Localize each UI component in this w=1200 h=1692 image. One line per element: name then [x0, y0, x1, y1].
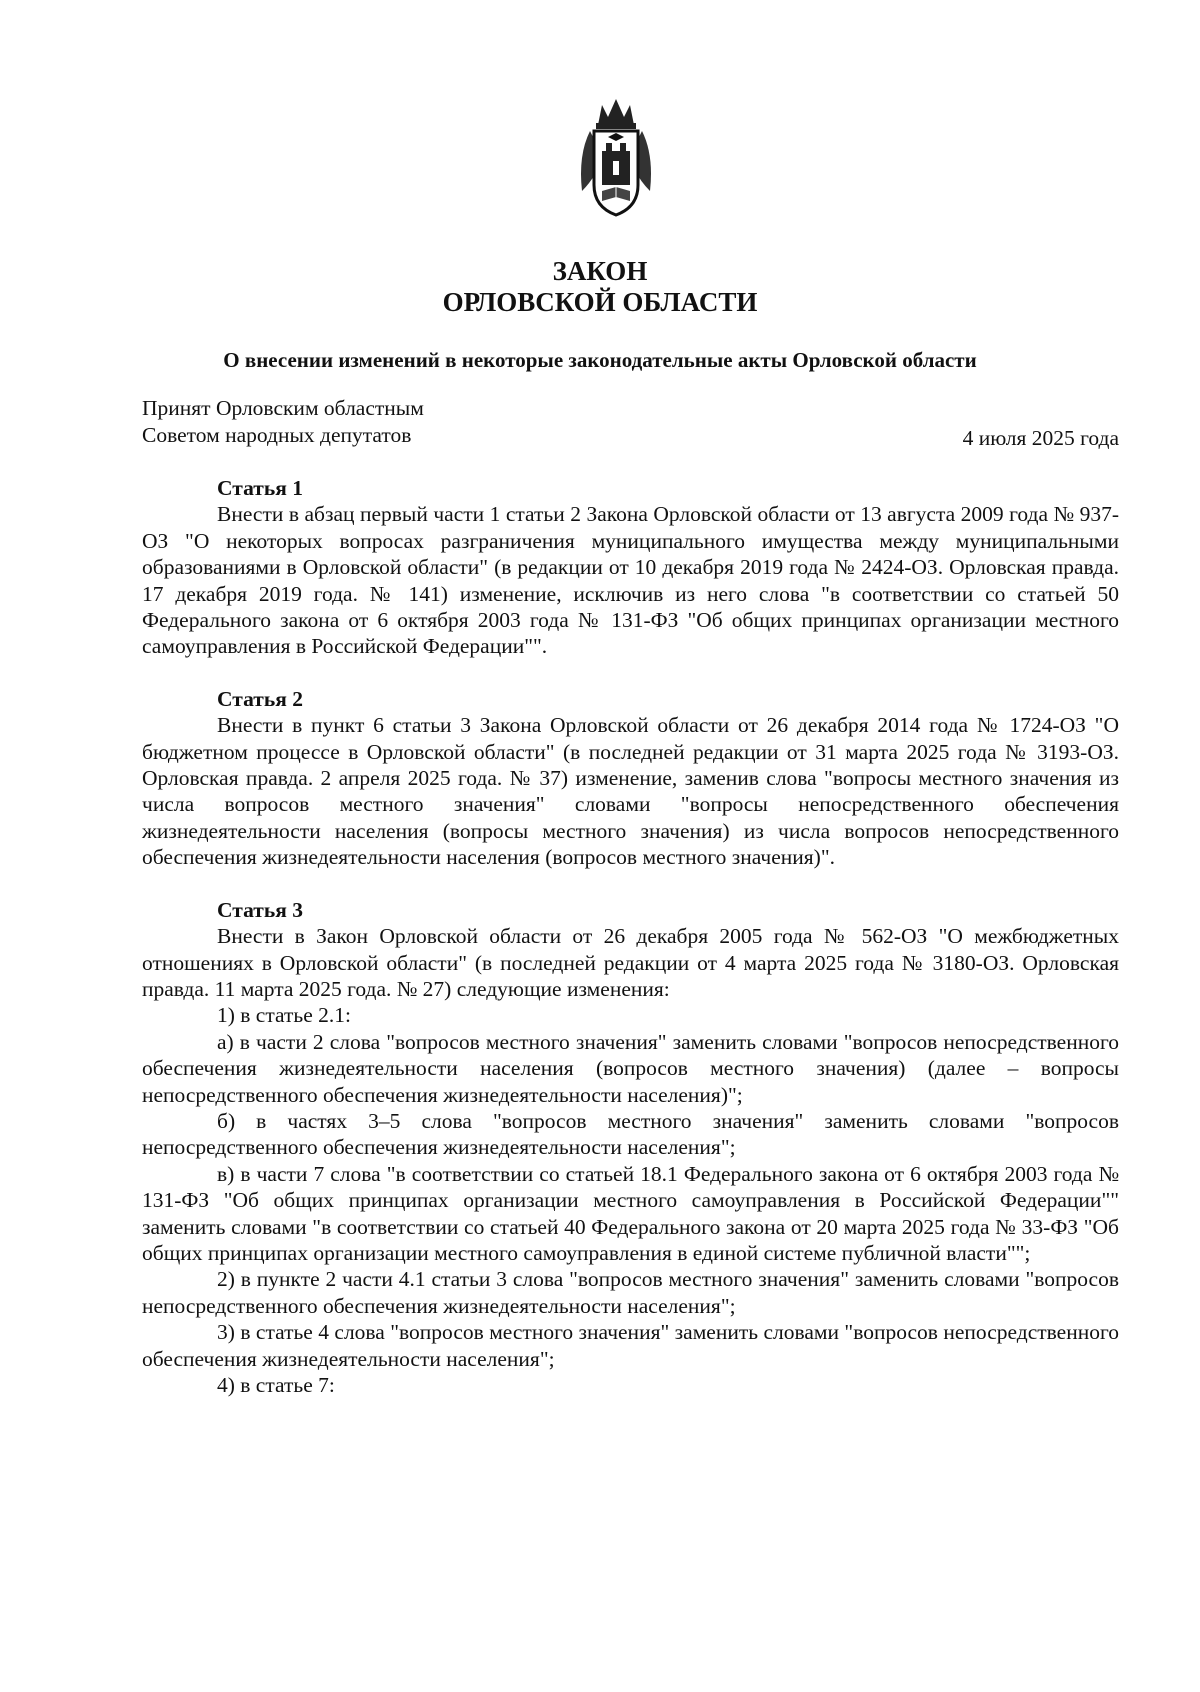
- article-3: [142, 897, 1119, 1399]
- article-1: [142, 475, 1119, 660]
- document-body: [142, 475, 1119, 1398]
- article-title: Статья 1: [217, 476, 303, 500]
- article-text: Внести в абзац первый части 1 статьи 2 Закона Орловской области от 13 августа 2009 года № 937-ОЗ "О некоторых вопросах разграничения муниципального имущества между муниципальными образованиями в Орловской области" (в редакции от 10 декабря 2019 года № 2424-ОЗ. Орловская правда. 17 декабря 2019 года. № 141) изменение, исключив из него слова "в соответствии со статьей 50 Федерального закона от 6 октября 2003 года № 131-ФЗ "Об общих принципах организации местного самоуправления в Российской Федерации"".: [142, 502, 1119, 659]
- adoption-line1: Принят Орловским областным: [142, 396, 424, 420]
- list-item: 3) в статье 4 слова "вопросов местного значения" заменить словами "вопросов непосредственного обеспечения жизнедеятельности населения";: [142, 1320, 1119, 1371]
- article-text: Внести в пункт 6 статьи 3 Закона Орловской области от 26 декабря 2014 года № 1724-ОЗ "О бюджетном процессе в Орловской области" (в последней редакции от 31 марта 2025 года № 3193-ОЗ. Орловская правда. 2 апреля 2025 года. № 37) изменение, заменив слова "вопросы местного значения из числа вопросов местного значения" словами "вопросы непосредственного обеспечения жизнедеятельности населения (вопросы местного значения) из числа вопросов непосредственного обеспечения жизнедеятельности населения (вопросов местного значения)".: [142, 713, 1119, 870]
- list-item: 1) в статье 2.1:: [217, 1003, 351, 1028]
- coat-of-arms-icon: [568, 95, 664, 221]
- article-title: Статья 3: [217, 897, 303, 922]
- adoption-block: [142, 395, 424, 449]
- list-item: 4) в статье 7:: [217, 1373, 335, 1397]
- document-subtitle: О внесении изменений в некоторые законодательные акты Орловской области: [223, 348, 977, 372]
- list-item: б) в частях 3–5 слова "вопросов местного значения" заменить словами "вопросов непосредственного обеспечения жизнедеятельности населения";: [142, 1108, 1119, 1160]
- article-text: Внести в Закон Орловской области от 26 декабря 2005 года № 562-ОЗ "О межбюджетных отношениях в Орловской области" (в последней редакции от 4 марта 2025 года № 3180-ОЗ. Орловская правда. 11 марта 2025 года. № 27) следующие изменения:: [142, 924, 1119, 1001]
- list-item: а) в части 2 слова "вопросов местного значения" заменить словами "вопросов непосредственного обеспечения жизнедеятельности населения (вопросов местного значения) (далее – вопросы непосредственного обеспечения жизнедеятельности населения)";: [142, 1029, 1119, 1107]
- adoption-line2: Советом народных депутатов: [142, 423, 412, 447]
- adoption-date: 4 июля 2025 года: [962, 426, 1119, 450]
- list-item: в) в части 7 слова "в соответствии со статьей 18.1 Федерального закона от 6 октября 2003 года № 131-ФЗ "Об общих принципах организации местного самоуправления в Российской Федерации"" заменить словами "в соответствии со статьей 40 Федерального закона от 20 марта 2025 года № 33-ФЗ "Об общих принципах организации местного самоуправления в единой системе публичной власти"";: [142, 1161, 1119, 1265]
- list-item: 2) в пункте 2 части 4.1 статьи 3 слова "вопросов местного значения" заменить словами "вопросов непосредственного обеспечения жизнедеятельности населения";: [142, 1267, 1119, 1318]
- article-2: [142, 686, 1119, 871]
- document-title-line2: ОРЛОВСКОЙ ОБЛАСТИ: [442, 287, 758, 317]
- article-title: Статья 2: [217, 686, 303, 711]
- document-title-line1: ЗАКОН: [552, 256, 648, 286]
